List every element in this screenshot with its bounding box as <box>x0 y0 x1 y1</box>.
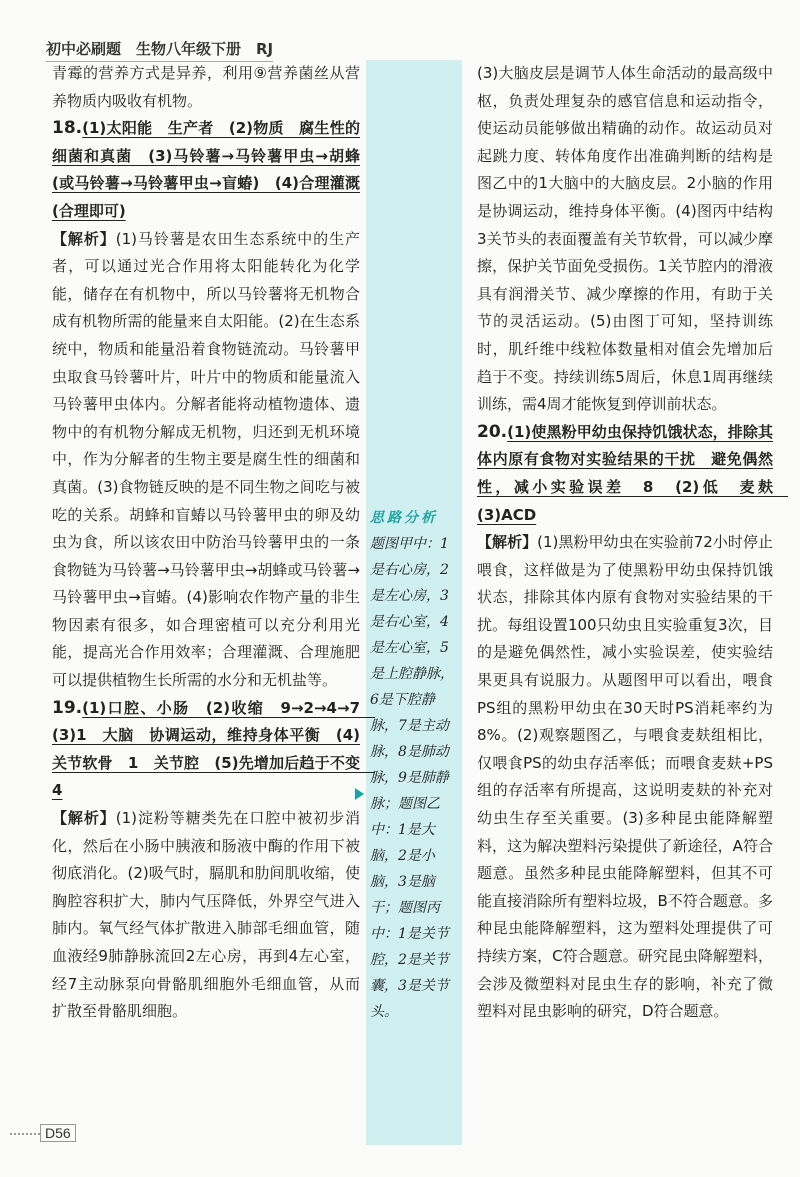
q20-tag: 【解析】 <box>477 533 538 552</box>
tip-body: 题图甲中：1是右心房，2是左心房，3是右心室，4是左心室，5是上腔静脉，6是下腔静脉，7是主动脉，8是肺动脉，9是肺静脉；题图乙中：1是大脑，2是小脑，3是脑干；题图丙中：1是关节腔，2是关节囊，3是关节头。 <box>370 536 454 1020</box>
q18-explanation <box>52 226 360 695</box>
q19-continued: (3)大脑皮层是调节人体生命活动的最高级中枢，负责处理复杂的感官信息和运动指令，使运动员能够做出精确的动作。故运动员对起跳力度、转体角度作出准确判断的结构是图乙中的1大脑中的大脑皮层。2小脑的作用是协调运动，维持身体平衡。(4)图丙中结构3关节头的表面覆盖有关节软骨，可以减少摩擦，保护关节面免受损伤。1关节腔内的滑液具有润滑关节、减少摩擦的作用，有助于关节的灵活运动。(5)由图丁可知，坚持训练时，肌纤维中线粒体数量相对值会先增加后趋于不变。持续训练5周后，休息1周再继续训练，需4周才能恢复到停训前状态。 <box>477 64 773 414</box>
q20-explanation <box>477 529 773 1026</box>
tip-box <box>370 505 458 1025</box>
q18-tag: 【解析】 <box>52 229 116 248</box>
q18-number: 18. <box>52 118 83 139</box>
right-column <box>477 60 789 1026</box>
footer-dots <box>10 1133 40 1135</box>
q19-explain-text: (1)淀粉等糖类先在口腔中被初步消化，然后在小肠中胰液和肠液中酶的作用下被彻底消化。(2)吸气时，膈肌和肋间肌收缩，使胸腔容积扩大，肺内气压降低，外界空气进入肺内。氧气经气体扩散进入肺部毛细血管，随血液经9肺静脉流回2左心房，再到4左心室，经7主动脉泵向骨骼肌细胞外毛细血管，从而扩散至骨骼肌细胞。 <box>52 809 360 1021</box>
q20-answer <box>477 419 789 529</box>
page-header: 初中必刷题 生物八年级下册 RJ <box>46 38 273 62</box>
q20-explain-text: (1)黑粉甲幼虫在实验前72小时停止喂食，这样做是为了使黑粉甲幼虫保持饥饿状态，排除其体内原有食物对实验结果的干扰。每组设置100只幼虫且实验重复3次，目的是避免偶然性，减小实验误差，使实验结果更具有说服力。从题图甲可以看出，喂食PS组的黑粉甲幼虫在30天时PS消耗率约为8%。(2)观察题图乙，与喂食麦麸组相比，仅喂食PS的幼虫存活率低；而喂食麦麸+PS组的存活率有所提高，这说明麦麸的补充对幼虫生存至关重要。(3)多种昆虫能降解塑料，这为解决塑料污染提供了新途径，A符合题意。虽然多种昆虫能降解塑料，但其不可能直接消除所有塑料垃圾，B不符合题意。多种昆虫能降解塑料，这为塑料处理提供了可持续方案，C符合题意。研究昆虫降解塑料，会涉及微塑料对昆虫生存的影响，补充了微塑料对昆虫影响的研究，D符合题意。 <box>477 533 773 1021</box>
left-column <box>52 60 376 1026</box>
q19-explanation <box>52 805 360 1026</box>
q18-explain-text: (1)马铃薯是农田生态系统中的生产者，可以通过光合作用将太阳能转化为化学能，储存在有机物中，所以马铃薯将无机物合成有机物所需的能量来自太阳能。(2)在生态系统中，物质和能量沿着食物链流动。马铃薯甲虫取食马铃薯叶片，叶片中的物质和能量流入马铃薯甲虫体内。分解者能将动植物遗体、遗物中的有机物分解成无机物，归还到无机环境中，作为分解者的生物主要是腐生性的细菌和真菌。(3)食物链反映的是不同生物之间吃与被吃的关系。胡蜂和盲蝽以马铃薯甲虫的卵及幼虫为食，所以该农田中防治马铃薯甲虫的一条食物链为马铃薯→马铃薯甲虫→胡蜂或马铃薯→马铃薯甲虫→盲蝽。(4)影响农作物产量的非生物因素有很多，如合理密植可以充分利用光能，提高光合作用效率；合理灌溉、合理施肥可以提供植物生长所需的水分和无机盐等。 <box>52 229 360 690</box>
q17-tail: 青霉的营养方式是异养，利用⑨营养菌丝从营养物质内吸收有机物。 <box>52 64 360 110</box>
q19-answer <box>52 695 376 805</box>
q18-answer-text: (1)太阳能 生产者 (2)物质 腐生性的细菌和真菌 (3)马铃薯→马铃薯甲虫→胡蜂(或马铃薯→马铃薯甲虫→盲蝽) (4)合理灌溉(合理即可) <box>52 119 360 220</box>
tip-title: 思路分析 <box>370 510 438 526</box>
q19-tag: 【解析】 <box>52 809 116 828</box>
q20-answer-text: (1)使黑粉甲幼虫保持饥饿状态，排除其体内原有食物对实验结果的干扰 避免偶然性，减小实验误差 8 (2)低 麦麸 (3)ACD <box>477 422 789 524</box>
q19-answer-text: (1)口腔、小肠 (2)收缩 9→2→4→7 (3)1 大脑 协调运动，维持身体平衡 (4)关节软骨 1 关节腔 (5)先增加后趋于不变 4 <box>52 698 376 800</box>
page-number: D56 <box>40 1124 76 1142</box>
q19-number: 19. <box>52 697 83 718</box>
q20-number: 20. <box>477 421 508 442</box>
q18-answer <box>52 115 360 225</box>
